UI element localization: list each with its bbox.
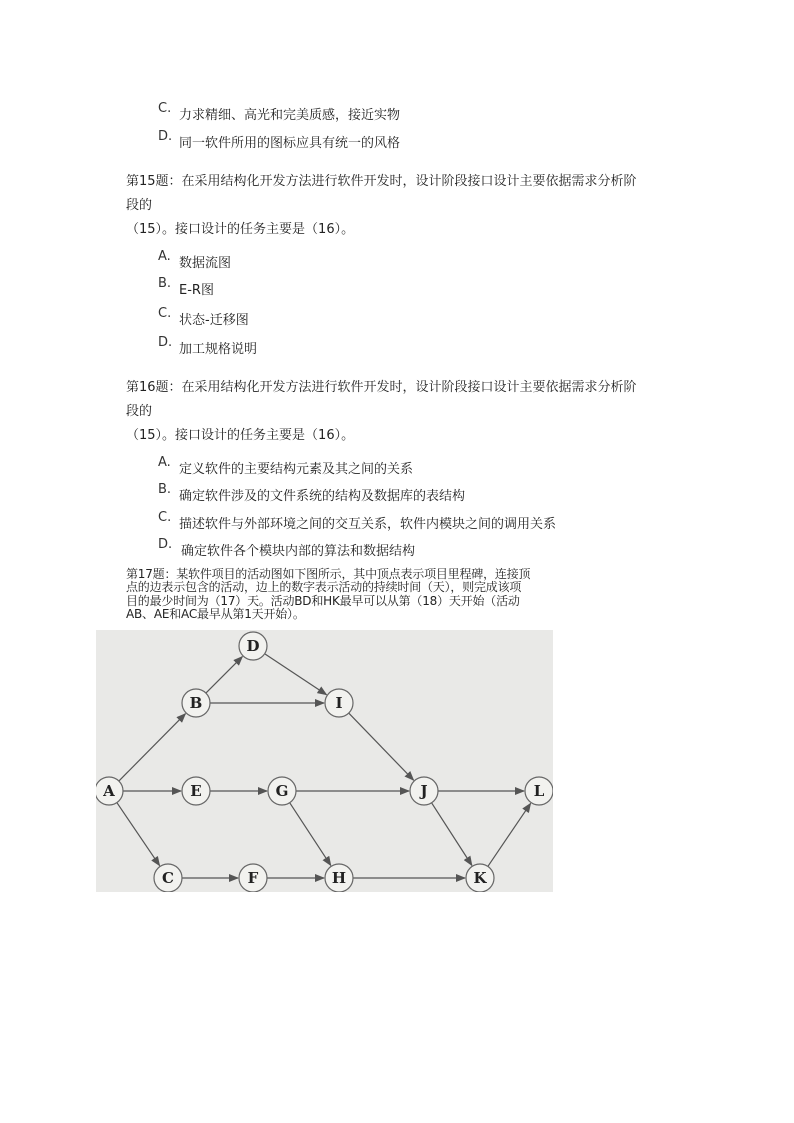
question-line: （15）。接口设计的任务主要是（16）。: [126, 222, 355, 237]
node-C: [154, 864, 182, 892]
edge-GH: [290, 803, 331, 866]
node-label: J: [420, 782, 428, 800]
question-line: 点的边表示包含的活动，边上的数字表示活动的持续时间（天），则完成该项: [126, 580, 522, 594]
edge-IJ: [349, 713, 414, 780]
node-E: [182, 777, 210, 805]
node-label: B: [189, 694, 203, 712]
option-letter: C.: [158, 101, 172, 116]
option-letter: D.: [158, 129, 173, 144]
question-line: 目的最少时间为（17）天。活动BD和HK最早可以从第（18）天开始（活动: [126, 594, 520, 608]
node-J: [410, 777, 438, 805]
edge-AC: [117, 803, 160, 866]
option-letter: A.: [158, 455, 171, 470]
option-letter: D.: [158, 537, 173, 552]
node-K: [466, 864, 494, 892]
question-line: 第17题：某软件项目的活动图如下图所示，其中顶点表示项目里程碑，连接顶: [126, 567, 531, 581]
edge-BD: [206, 657, 242, 693]
option-text: 确定软件各个模块内部的算法和数据结构: [181, 544, 416, 559]
node-label: A: [103, 782, 115, 800]
question-line: 段的: [126, 198, 153, 213]
option-text: 加工规格说明: [179, 342, 258, 357]
activity-graph: [96, 630, 553, 892]
node-label: D: [246, 637, 260, 655]
node-B: [182, 689, 210, 717]
activity-graph-figure: [96, 630, 553, 892]
option-letter: A.: [158, 249, 171, 264]
option-letter: D.: [158, 335, 173, 350]
question-line: （15）。接口设计的任务主要是（16）。: [126, 428, 355, 443]
node-F: [239, 864, 267, 892]
option-letter: C.: [158, 306, 172, 321]
option-letter: B.: [158, 276, 172, 291]
node-label: K: [473, 869, 487, 887]
edge-KL: [488, 803, 531, 866]
node-label: I: [335, 694, 343, 712]
node-label: E: [190, 782, 202, 800]
option-text: 数据流图: [179, 256, 232, 271]
node-I: [325, 689, 353, 717]
question-line: AB、AE和AC最早从第1天开始）。: [126, 607, 305, 621]
edge-JK: [432, 803, 472, 866]
node-H: [325, 864, 353, 892]
option-letter: B.: [158, 482, 172, 497]
node-G: [268, 777, 296, 805]
option-text: 描述软件与外部环境之间的交互关系，软件内模块之间的调用关系: [179, 517, 557, 532]
question-line: 第16题：在采用结构化开发方法进行软件开发时，设计阶段接口设计主要依据需求分析阶: [126, 380, 637, 395]
option-text: 定义软件的主要结构元素及其之间的关系: [179, 462, 414, 477]
option-text: 同一软件所用的图标应具有统一的风格: [179, 136, 401, 151]
question-line: 第15题：在采用结构化开发方法进行软件开发时，设计阶段接口设计主要依据需求分析阶: [126, 174, 637, 189]
node-label: F: [247, 869, 259, 887]
node-L: [525, 777, 553, 805]
option-text: 力求精细、高光和完美质感，接近实物: [179, 108, 401, 123]
edge-DI: [265, 654, 327, 695]
node-label: C: [162, 869, 174, 887]
node-A: [96, 777, 123, 805]
node-D: [239, 632, 267, 660]
option-letter: C.: [158, 510, 172, 525]
option-text: 状态-迁移图: [179, 313, 249, 328]
option-text: E-R图: [179, 283, 214, 298]
option-text: 确定软件涉及的文件系统的结构及数据库的表结构: [179, 489, 466, 504]
question-line: 段的: [126, 404, 153, 419]
edge-AB: [119, 714, 186, 781]
node-label: H: [331, 869, 347, 887]
node-label: G: [275, 782, 289, 800]
node-label: L: [533, 782, 545, 800]
